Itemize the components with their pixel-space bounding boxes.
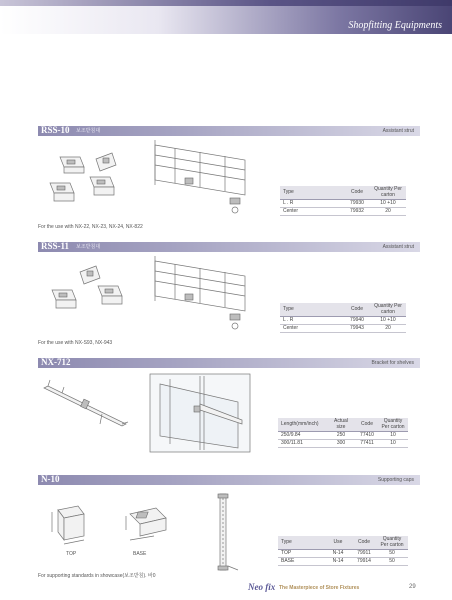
column-header: Code	[344, 303, 370, 316]
product-code: RSS-11	[41, 241, 70, 251]
table-header-row	[278, 536, 408, 549]
table-row	[278, 431, 408, 439]
product-korean-name: 보조받침대	[76, 244, 101, 250]
column-header: Actual size	[326, 418, 356, 431]
column-header: Type	[280, 303, 344, 316]
rss-10-shelf-illustration	[145, 140, 255, 220]
table-cell: 50	[376, 549, 408, 557]
table-cell: 300/11.81	[278, 439, 326, 447]
column-header: Quantity Per carton	[370, 186, 406, 199]
table-cell: 79932	[344, 207, 370, 215]
table-row	[280, 324, 406, 332]
table-cell: 50	[376, 557, 408, 565]
rss-11-parts-illustration	[40, 260, 160, 340]
column-header: Length(mm/inch)	[278, 418, 326, 431]
table-header-row	[280, 186, 406, 199]
table-cell: 79930	[344, 199, 370, 207]
column-header: Type	[280, 186, 344, 199]
catalog-title: Shopfitting Equipments	[348, 20, 442, 31]
column-header: Code	[344, 186, 370, 199]
product-description: Supporting caps	[377, 477, 414, 483]
table-cell: L . R	[280, 316, 344, 324]
rss-10-spec-table	[280, 186, 406, 216]
table-cell: 10	[378, 431, 408, 439]
top-cap-label: TOP	[66, 551, 77, 557]
table-cell: TOP	[278, 549, 324, 557]
table-row	[278, 439, 408, 447]
rss-11-spec-table	[280, 303, 406, 333]
column-header: Code	[352, 536, 376, 549]
section-bar-rss-11	[38, 242, 420, 252]
table-cell: 250/9.84	[278, 431, 326, 439]
rss-10-parts-illustration	[40, 143, 160, 223]
column-header: Quantity Per carton	[378, 418, 408, 431]
table-row	[278, 557, 408, 565]
table-row	[280, 207, 406, 215]
table-cell: Center	[280, 207, 344, 215]
table-cell: 10 +10	[370, 199, 406, 207]
nx-712-bracket-illustration	[42, 380, 137, 440]
rss-11-shelf-illustration	[145, 256, 255, 336]
section-bar-rss-10	[38, 126, 420, 136]
column-header: Code	[356, 418, 378, 431]
table-header-row	[278, 418, 408, 431]
product-description: Assistant strut	[382, 128, 414, 134]
table-cell: 10	[378, 439, 408, 447]
table-row	[280, 316, 406, 324]
table-cell: 10 +10	[370, 316, 406, 324]
column-header: Use	[324, 536, 352, 549]
table-header-row	[280, 303, 406, 316]
brand-logo-text: Neo fix	[248, 582, 276, 592]
top-cap-drawing	[52, 506, 84, 544]
nx-712-spec-table	[278, 418, 408, 448]
usage-note: For supporting standards in showcase(보조받침). 바0	[38, 573, 156, 579]
page-number: 29	[409, 584, 416, 590]
table-cell: 79914	[352, 557, 376, 565]
compatibility-note: For the use with NX-22, NX-23, NX-24, NX-822	[38, 224, 143, 230]
product-description: Assistant strut	[382, 244, 414, 250]
table-cell: 79940	[344, 316, 370, 324]
n-10-caps-illustration	[44, 496, 184, 556]
table-cell: L . R	[280, 199, 344, 207]
table-cell: 20	[370, 207, 406, 215]
brand-motto: The Masterpiece of Store Fixtures	[279, 585, 360, 591]
n-10-spec-table	[278, 536, 408, 566]
nx-712-shelf-illustration	[150, 374, 260, 454]
product-code: RSS-10	[41, 125, 70, 135]
table-cell: 250	[326, 431, 356, 439]
table-cell: 77411	[356, 439, 378, 447]
header-band	[0, 6, 452, 34]
column-header: Quantity Per carton	[376, 536, 408, 549]
product-korean-name: 보조받침대	[76, 128, 101, 134]
product-code: NX-712	[41, 357, 71, 367]
table-cell: 20	[370, 324, 406, 332]
table-cell: 79943	[344, 324, 370, 332]
table-cell: 300	[326, 439, 356, 447]
table-cell: N-14	[324, 549, 352, 557]
product-description: Bracket for shelves	[371, 360, 414, 366]
table-cell: BASE	[278, 557, 324, 565]
table-cell: Center	[280, 324, 344, 332]
product-code: N-10	[41, 474, 60, 484]
base-cap-label: BASE	[133, 551, 147, 557]
section-bar-nx-712	[38, 358, 420, 368]
base-cap-drawing	[126, 508, 166, 540]
column-header: Type	[278, 536, 324, 549]
column-header: Quantity Per carton	[370, 303, 406, 316]
table-row	[280, 199, 406, 207]
table-cell: 79911	[352, 549, 376, 557]
table-row	[278, 549, 408, 557]
section-bar-n-10	[38, 475, 420, 485]
table-cell: N-14	[324, 557, 352, 565]
n-10-standard-illustration	[208, 494, 248, 574]
compatibility-note: For the use with NX-S93, NX-943	[38, 340, 113, 346]
table-cell: 77410	[356, 431, 378, 439]
